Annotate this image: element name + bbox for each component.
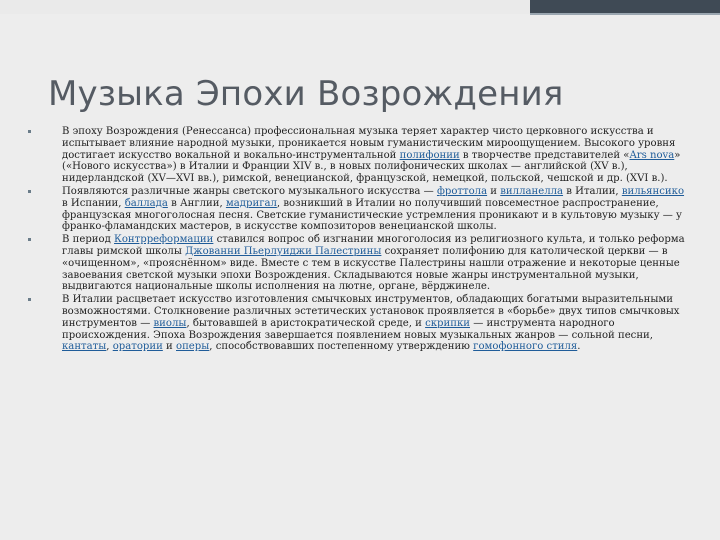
text-run: , xyxy=(106,341,113,353)
bullet-text xyxy=(62,234,685,292)
inline-link[interactable]: виолы xyxy=(153,317,187,329)
bullet-list xyxy=(28,126,688,354)
bullet-marker-icon xyxy=(28,238,31,241)
bullet-marker-icon xyxy=(28,130,31,133)
text-run: ставился вопрос об изгнании многоголосия из религиозного культа, и только реформа главы римской школы xyxy=(62,234,685,257)
inline-link[interactable]: кантаты xyxy=(62,341,107,353)
inline-link[interactable]: вильянсико xyxy=(621,185,685,197)
inline-link[interactable]: полифонии xyxy=(399,149,460,161)
bullet-text xyxy=(62,294,679,352)
bullet-item xyxy=(28,294,688,353)
slide-title: Музыка Эпохи Возрождения xyxy=(48,74,564,114)
text-run: В Италии расцветает искусство изготовления смычковых инструментов, обладающих богатыми выразительными возможностями. Столкновение различных эстетических установок проявляется в «борьбе» двух типов смычковых инструментов — xyxy=(62,294,680,329)
text-run: в творчестве представителей « xyxy=(459,149,630,161)
bullet-marker-icon xyxy=(28,298,31,301)
bullet-text xyxy=(62,126,680,184)
text-run: В эпоху Возрождения (Ренессанса) профессиональная музыка теряет характер чисто церковного искусства и испытывает влияние народной музыки, проникается новым гуманистическим мироощущением. Высокого уровня достигает искусство вокальной и вокально-инструментальной xyxy=(62,126,676,161)
inline-link[interactable]: оперы xyxy=(176,341,210,353)
inline-link[interactable]: Джованни Пьерлуиджи Палестрины xyxy=(185,245,382,257)
bullet-item xyxy=(28,234,688,293)
text-run: и xyxy=(487,185,501,197)
text-run: — инструмента народного происхождения. Эпоха Возрождения завершается появлением новых музыкальных жанров — сольной песни, xyxy=(62,317,653,341)
inline-link[interactable]: гомофонного стиля xyxy=(473,341,578,353)
text-run: . xyxy=(577,341,581,353)
text-run: Появляются различные жанры светского музыкального искусства — xyxy=(62,185,437,197)
inline-link[interactable]: оратории xyxy=(112,341,163,353)
top-accent-line xyxy=(530,13,720,15)
inline-link[interactable]: скрипки xyxy=(425,317,470,329)
inline-link[interactable]: вилланелла xyxy=(500,185,564,197)
text-run: » («Нового искусства») в Италии и Франции XIV в., в новых полифонических школах — английской (XV в.), нидерландской (XV—XVI вв.), римской, венецианской, французской, немецкой, польской, чешской и др. (XVI в.). xyxy=(62,149,681,185)
bullet-item xyxy=(28,126,688,185)
text-run: , бытовавшей в аристократической среде, и xyxy=(186,317,426,329)
text-run: , возникший в Италии но получивший повсеместное распространение, французская многоголосная песня. Светские гуманистические устремления проникают и в культовую музыку — у франко-фламандских мастеров, в искусстве композиторов венецианской школы. xyxy=(62,197,682,233)
inline-link[interactable]: Ars nova xyxy=(629,149,675,161)
inline-link[interactable]: Контрреформации xyxy=(114,234,214,246)
inline-link[interactable]: баллада xyxy=(124,197,168,209)
bullet-item xyxy=(28,186,688,233)
bullet-marker-icon xyxy=(28,190,31,193)
text-run: , способствовавших постепенному утверждению xyxy=(209,341,474,353)
text-run: сохраняет полифонию для католической церкви — в «очищенном», «прояснённом» виде. Вместе с тем в искусстве Палестрины нашли отражение и некоторые ценные завоевания светской музыки эпохи Возрождения. Складываются новые жанры инструментальной музыки, выдвигаются национальные школы исполнения на лютне, органе, вёрджинеле. xyxy=(62,245,680,293)
text-run: в Италии, xyxy=(563,185,622,197)
inline-link[interactable]: мадригал xyxy=(225,197,277,209)
top-accent-bar xyxy=(530,0,720,14)
bullet-text xyxy=(62,186,684,232)
text-run: и xyxy=(162,341,176,353)
text-run: в Испании, xyxy=(62,197,125,209)
text-run: В период xyxy=(62,234,115,246)
inline-link[interactable]: фроттола xyxy=(436,185,488,197)
text-run: в Англии, xyxy=(167,197,226,209)
